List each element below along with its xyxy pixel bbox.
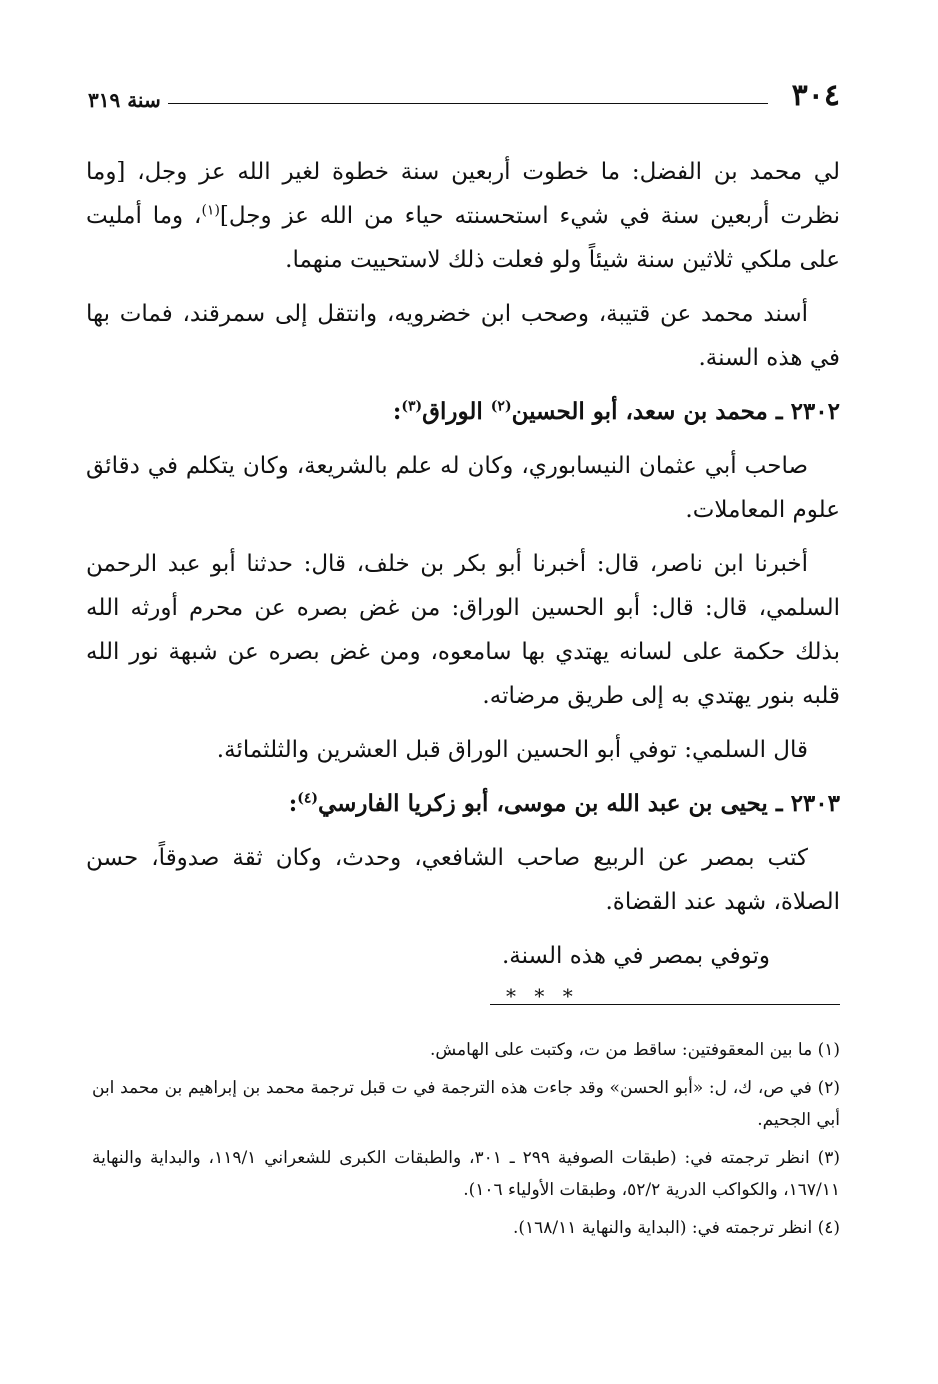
paragraph-3: صاحب أبي عثمان النيسابوري، وكان له علم بالشريعة، وكان يتكلم في دقائق علوم المعاملات. (86, 453, 840, 523)
footnote-ref-1: (١) (201, 202, 220, 219)
footnote-ref-3: (٣) (401, 398, 423, 415)
entry-heading-2302 (86, 390, 840, 434)
running-title: سنة ٣١٩ (88, 88, 161, 112)
footnotes (92, 1034, 840, 1250)
paragraph-5: قال السلمي: توفي أبو الحسين الوراق قبل العشرين والثلثمائة. (216, 737, 808, 763)
entry-number: ٢٣٠٣ ـ (775, 790, 840, 817)
entry-colon: : (288, 790, 298, 817)
footnote-3: (٣) انظر ترجمته في: (طبقات الصوفية ٢٩٩ ـ ٣٠١، والطبقات الكبرى للشعراني ١١٩/١، والبداية والنهاية ١٦٧/١١، والكواكب الدرية ٥٢/٢، وطبقات الأولياء ١٠٦). (92, 1148, 841, 1200)
page-header (88, 78, 840, 118)
entry-colon: : (392, 398, 402, 425)
footnote-ref-2: (٢) (490, 398, 512, 415)
entry-name: محمد بن سعد، أبو الحسين (511, 398, 768, 425)
entry-name-2: أبو زكريا الفارسي (317, 790, 489, 817)
paragraph-1-text: لي محمد بن الفضل: ما خطوت أربعين سنة خطوة لغير الله عز وجل، [وما نظرت أربعين سنة في شيء استحسنته حياء من الله عز وجل] (86, 159, 840, 229)
paragraph-2: أسند محمد عن قتيبة، وصحب ابن خضرويه، وانتقل إلى سمرقند، فمات بها في هذه السنة. (86, 301, 840, 371)
footnote-4: (٤) انظر ترجمته في: (البداية والنهاية ١٦٨/١١). (512, 1218, 840, 1238)
entry-heading-2303 (86, 782, 840, 826)
entry-name-2: الوراق (422, 398, 483, 425)
main-text (86, 150, 840, 988)
paragraph-6: كتب بمصر عن الربيع صاحب الشافعي، وحدث، وكان ثقة صدوقاً، حسن الصلاة، شهد عند القضاة. (86, 845, 840, 915)
stars-ornament: * * * (506, 984, 579, 1008)
footnote-rule (490, 1004, 840, 1005)
footnote-2: (٢) في ص، ك، ل: «أبو الحسن» وقد جاءت هذه الترجمة في ت قبل ترجمة محمد بن إبراهيم بن محمد ابن أبي الجحيم. (92, 1078, 840, 1130)
paragraph-7: وتوفي بمصر في هذه السنة. (501, 943, 770, 969)
entry-name: يحيى بن عبد الله بن موسى، (496, 790, 768, 817)
footnote-ref-4: (٤) (297, 790, 318, 807)
page-number: ٣٠٤ (791, 78, 840, 113)
paragraph-1 (86, 150, 840, 282)
header-rule (168, 103, 768, 104)
paragraph-1-end: ، وما أمليت على ملكي ثلاثين سنة شيئاً ولو فعلت ذلك لاستحييت منهما. (86, 203, 840, 273)
paragraph-4: أخبرنا ابن ناصر، قال: أخبرنا أبو بكر بن خلف، قال: حدثنا أبو عبد الرحمن السلمي، قال: قال: أبو الحسين الوراق: من غض بصره عن محرم أورثه الله بذلك حكمة على لسانه يهتدي بها سامعوه، ومن غض بصره عن شبهة نور الله قلبه بنور يهتدي به إلى طريق مرضاته. (86, 551, 840, 709)
footnote-1: (١) ما بين المعقوفتين: ساقط من ت، وكتبت على الهامش. (429, 1040, 840, 1060)
entry-number: ٢٣٠٢ ـ (775, 398, 840, 425)
section-separator (86, 984, 840, 1014)
